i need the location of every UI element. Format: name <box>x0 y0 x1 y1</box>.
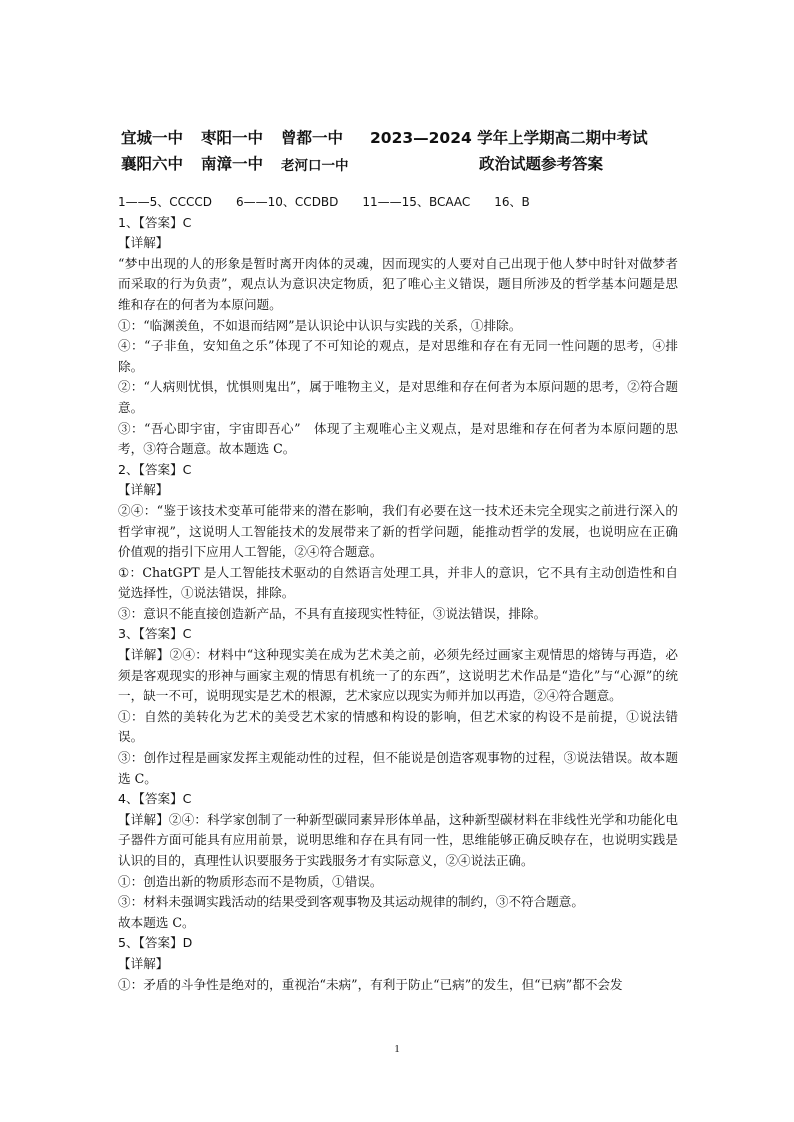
paragraph: ①：ChatGPT 是人工智能技术驱动的自然语言处理工具，并非人的意识，它不具有主动创造性和自觉选择性，①说法错误，排除。 <box>118 564 678 601</box>
exam-title: 2023—2024 学年上学期高二期中考试 <box>370 129 648 147</box>
paragraph: ③：材料未强调实践活动的结果受到客观事物及其运动规律的制约，③不符合题意。 <box>118 894 584 910</box>
paragraph: ①：自然的美转化为艺术的美受艺术家的情感和构设的影响，但艺术家的构设不是前提，①说法错误。 <box>118 708 678 745</box>
paragraph: ④：“子非鱼，安知鱼之乐”体现了不可知论的观点，是对思维和存在有无同一性问题的思考，④排除。 <box>118 338 678 374</box>
school-zaoyang: 枣阳一中 <box>201 129 264 147</box>
question-1-detail-label: 【详解】 <box>118 235 169 251</box>
header-row-2 <box>121 152 681 172</box>
page-number: 1 <box>394 1043 400 1055</box>
school-xiangyang: 襄阳六中 <box>121 155 184 173</box>
paragraph: 故本题选 C。 <box>118 914 195 930</box>
paragraph: ③：“吾心即宇宙，宇宙即吾心” 体现了主观唯心主义观点，是对思维和存在何者为本原问题的思考，③符合题意。故本题选 C。 <box>118 420 678 457</box>
question-2-detail-label: 【详解】 <box>118 482 169 498</box>
paragraph: 【详解】②④：科学家创制了一种新型碳同素异形体单晶，这种新型碳材料在非线性光学和功能化电子器件方面可能具有应用前景，说明思维和存在具有同一性，思维能够正确反映存在，也说明实践是认识的目的，真理性认识要服务于实践服务才有实际意义，②④说法正确。 <box>118 811 678 868</box>
paragraph: ②④：“鉴于该技术变革可能带来的潜在影响，我们有必要在这一技术还未完全现实之前进行深入的哲学审视”，这说明人工智能技术的发展带来了新的哲学问题，能推动哲学的发展，也说明应在正确价值观的指引下应用人工智能，②④符合题意。 <box>118 502 678 560</box>
question-5-detail-label: 【详解】 <box>118 955 169 971</box>
paragraph: ③：创作过程是画家发挥主观能动性的过程，但不能说是创造客观事物的过程，③说法错误。故本题选 C。 <box>118 750 678 786</box>
question-4-answer: 4、【答案】C <box>118 791 192 807</box>
paragraph: ①：矛盾的斗争性是绝对的，重视治“未病”，有利于防止“已病”的发生，但“已病”都不会发 <box>118 976 623 992</box>
answer-content <box>118 192 678 995</box>
school-laohekou: 老河口一中 <box>281 158 349 174</box>
header-row-1 <box>121 126 681 146</box>
paragraph: ②：“人病则忧惧，忧惧则鬼出”，属于唯物主义，是对思维和存在何者为本原问题的思考，②符合题意。 <box>118 379 678 415</box>
question-2-answer: 2、【答案】C <box>118 461 192 477</box>
question-3-answer: 3、【答案】C <box>118 626 192 642</box>
paragraph: ③：意识不能直接创造新产品，不具有直接现实性特征，③说法错误，排除。 <box>118 605 547 621</box>
paragraph: ①：“临渊羡鱼，不如退而结网”是认识论中认识与实践的关系，①排除。 <box>118 317 522 333</box>
paragraph: “梦中出现的人的形象是暂时离开肉体的灵魂，因而现实的人要对自己出现于他人梦中时针对做梦者而采取的行为负责”，观点认为意识决定物质，犯了唯心主义错误，题目所涉及的哲学基本问题是思维和存在的何者为本原问题。 <box>118 255 678 312</box>
school-yicheng: 宜城一中 <box>121 129 184 147</box>
school-nanzhang: 南漳一中 <box>201 155 264 173</box>
paragraph: ①：创造出新的物质形态而不是物质，①错误。 <box>118 873 383 889</box>
school-zengdu: 曾都一中 <box>281 129 344 147</box>
question-1-answer: 1、【答案】C <box>118 214 192 230</box>
paragraph: 【详解】②④：材料中“这种现实美在成为艺术美之前，必须先经过画家主观情思的熔铸与再造，必须是客观现实的形神与画家主观的情思有机统一了的东西”，这说明艺术作品是“造化”与“心源”的统一，缺一不可，说明现实是艺术的根源，艺术家应以现实为师并加以再造，②④符合题意。 <box>118 647 678 704</box>
answer-key-title: 政治试题参考答案 <box>479 155 604 173</box>
answer-summary: 1——5、CCCCD 6——10、CCDBD 11——15、BCAAC 16、B <box>118 195 530 209</box>
question-5-answer: 5、【答案】D <box>118 935 193 951</box>
